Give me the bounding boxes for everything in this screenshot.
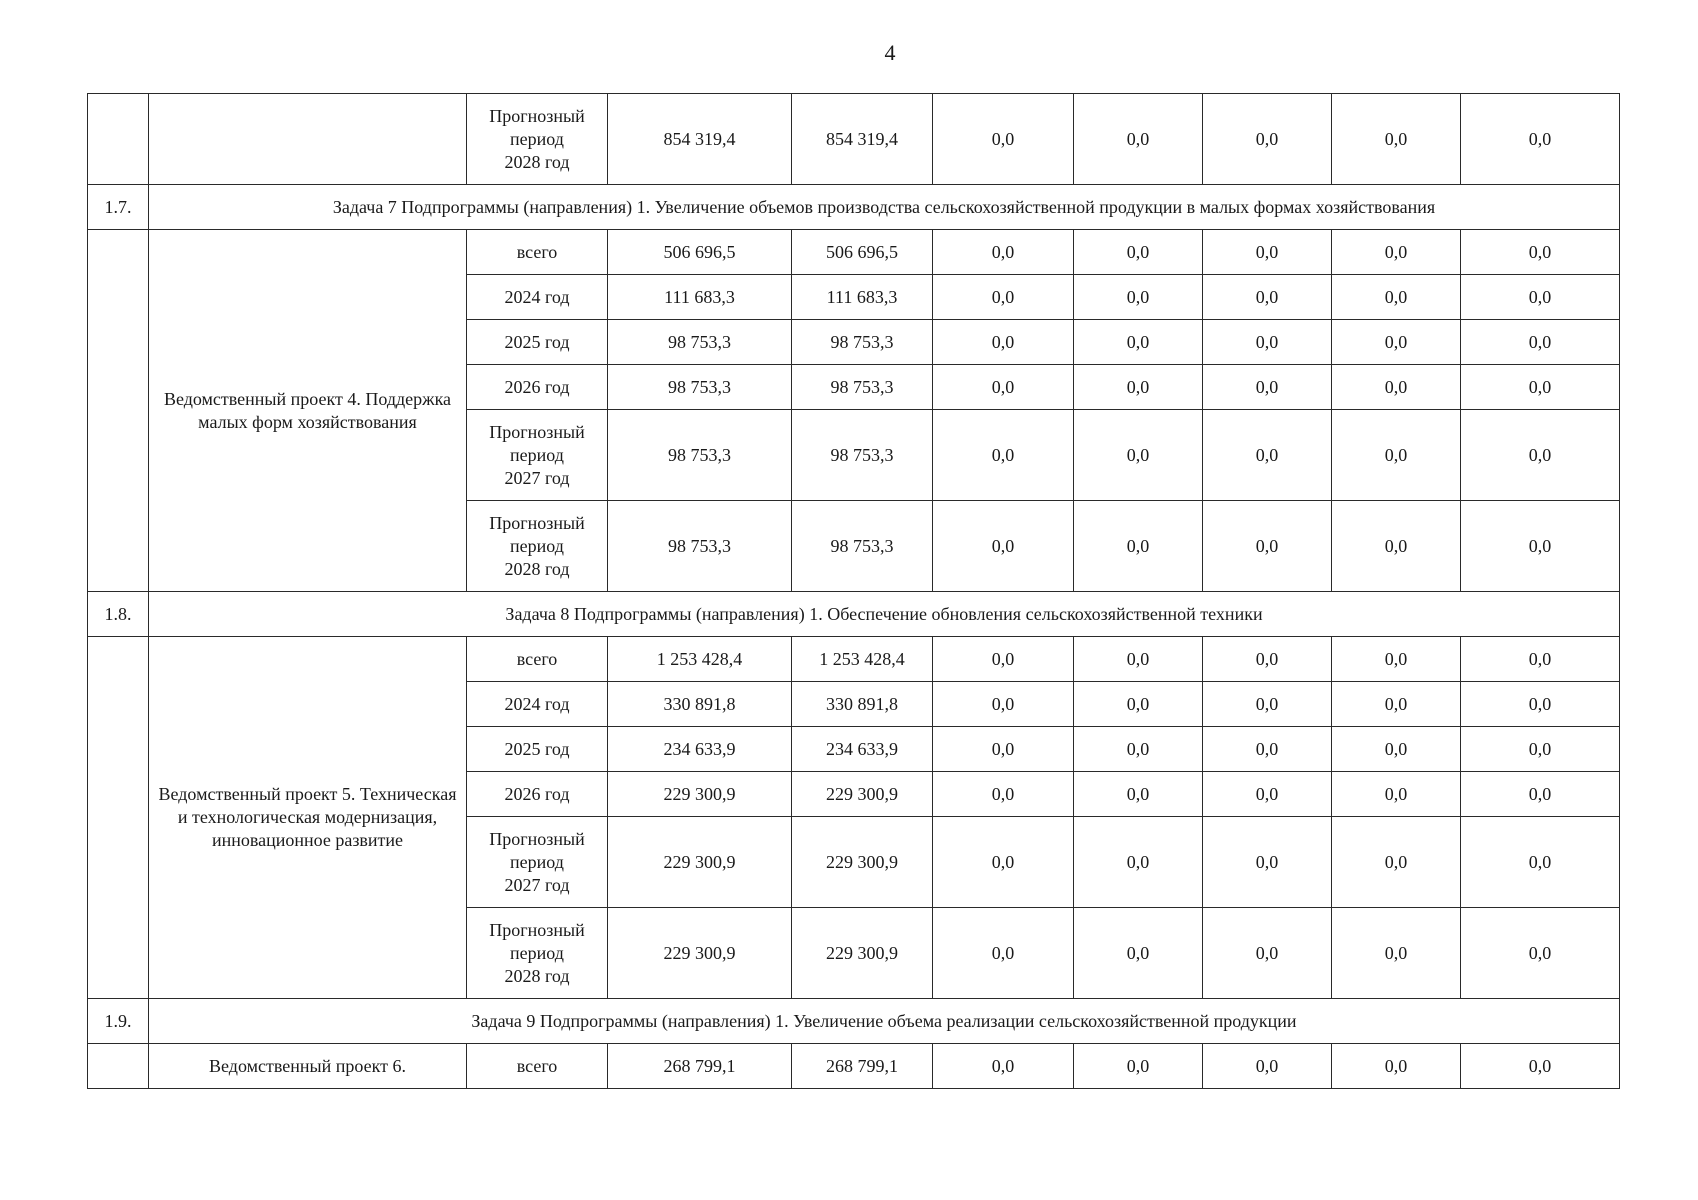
value-cell: 0,0: [1203, 365, 1332, 410]
value-cell: 0,0: [933, 908, 1074, 999]
value-cell: 0,0: [1461, 1044, 1620, 1089]
period-cell: 2025 год: [467, 727, 608, 772]
value-cell: 0,0: [1203, 501, 1332, 592]
value-cell: 98 753,3: [792, 410, 933, 501]
table-body: [88, 94, 1620, 1089]
value-cell: 0,0: [933, 275, 1074, 320]
value-cell: 229 300,9: [792, 908, 933, 999]
value-cell: 0,0: [933, 94, 1074, 185]
period-cell: Прогнозный период 2027 год: [467, 410, 608, 501]
value-cell: 0,0: [933, 727, 1074, 772]
table-row: [88, 637, 1620, 682]
value-cell: 0,0: [1074, 410, 1203, 501]
value-cell: 0,0: [1074, 230, 1203, 275]
value-cell: 0,0: [1461, 275, 1620, 320]
task-number: 1.8.: [88, 592, 149, 637]
value-cell: 0,0: [1203, 1044, 1332, 1089]
period-cell: 2025 год: [467, 320, 608, 365]
table-row: [88, 1044, 1620, 1089]
value-cell: 0,0: [1332, 682, 1461, 727]
task-row: [88, 999, 1620, 1044]
value-cell: 0,0: [1074, 275, 1203, 320]
value-cell: 0,0: [1461, 727, 1620, 772]
value-cell: 0,0: [1074, 320, 1203, 365]
value-cell: 0,0: [1074, 1044, 1203, 1089]
budget-table: [87, 93, 1620, 1089]
value-cell: 0,0: [1461, 772, 1620, 817]
value-cell: 0,0: [933, 365, 1074, 410]
value-cell: 0,0: [933, 772, 1074, 817]
value-cell: 1 253 428,4: [608, 637, 792, 682]
value-cell: 0,0: [1332, 772, 1461, 817]
value-cell: 98 753,3: [792, 365, 933, 410]
value-cell: 0,0: [933, 410, 1074, 501]
value-cell: 98 753,3: [608, 365, 792, 410]
period-cell: Прогнозный период 2028 год: [467, 94, 608, 185]
value-cell: 0,0: [1074, 501, 1203, 592]
value-cell: 330 891,8: [792, 682, 933, 727]
period-cell: 2026 год: [467, 772, 608, 817]
value-cell: 854 319,4: [792, 94, 933, 185]
table-row: [88, 230, 1620, 275]
value-cell: 506 696,5: [792, 230, 933, 275]
value-cell: 506 696,5: [608, 230, 792, 275]
value-cell: 0,0: [1203, 817, 1332, 908]
task-row: [88, 592, 1620, 637]
value-cell: 0,0: [1203, 772, 1332, 817]
task-number: 1.9.: [88, 999, 149, 1044]
period-cell: Прогнозный период 2027 год: [467, 817, 608, 908]
value-cell: 0,0: [1332, 320, 1461, 365]
period-cell: 2024 год: [467, 682, 608, 727]
value-cell: 0,0: [1203, 637, 1332, 682]
value-cell: 0,0: [933, 682, 1074, 727]
period-cell: Прогнозный период 2028 год: [467, 908, 608, 999]
project-name: [149, 94, 467, 185]
value-cell: 0,0: [1074, 908, 1203, 999]
value-cell: 0,0: [1461, 365, 1620, 410]
value-cell: 0,0: [1074, 94, 1203, 185]
value-cell: 0,0: [1074, 637, 1203, 682]
value-cell: 0,0: [933, 1044, 1074, 1089]
row-number: [88, 230, 149, 592]
value-cell: 234 633,9: [608, 727, 792, 772]
value-cell: 0,0: [1332, 1044, 1461, 1089]
value-cell: 0,0: [1461, 637, 1620, 682]
value-cell: 0,0: [1461, 501, 1620, 592]
value-cell: 0,0: [1074, 772, 1203, 817]
value-cell: 0,0: [1332, 637, 1461, 682]
value-cell: 0,0: [933, 817, 1074, 908]
row-number: [88, 94, 149, 185]
task-number: 1.7.: [88, 185, 149, 230]
value-cell: 0,0: [1203, 275, 1332, 320]
task-title: Задача 9 Подпрограммы (направления) 1. Увеличение объема реализации сельскохозяйственной продукции: [149, 999, 1620, 1044]
value-cell: 0,0: [1074, 682, 1203, 727]
project-name: Ведомственный проект 5. Техническая и технологическая модернизация, инновационное развитие: [149, 637, 467, 999]
period-cell: Прогнозный период 2028 год: [467, 501, 608, 592]
value-cell: 0,0: [1203, 410, 1332, 501]
value-cell: 98 753,3: [792, 320, 933, 365]
value-cell: 0,0: [1332, 94, 1461, 185]
value-cell: 98 753,3: [608, 501, 792, 592]
value-cell: 1 253 428,4: [792, 637, 933, 682]
project-name: Ведомственный проект 6.: [149, 1044, 467, 1089]
period-cell: 2026 год: [467, 365, 608, 410]
value-cell: 98 753,3: [608, 410, 792, 501]
value-cell: 0,0: [1332, 230, 1461, 275]
value-cell: 0,0: [1074, 817, 1203, 908]
page-number: 4: [884, 40, 896, 65]
value-cell: 0,0: [933, 320, 1074, 365]
value-cell: 0,0: [1332, 365, 1461, 410]
period-cell: всего: [467, 637, 608, 682]
value-cell: 0,0: [1203, 908, 1332, 999]
value-cell: 0,0: [1203, 727, 1332, 772]
value-cell: 0,0: [1461, 230, 1620, 275]
task-title: Задача 7 Подпрограммы (направления) 1. Увеличение объемов производства сельскохозяйственной продукции в малых формах хозяйствования: [149, 185, 1620, 230]
value-cell: 0,0: [1332, 908, 1461, 999]
value-cell: 268 799,1: [608, 1044, 792, 1089]
value-cell: 111 683,3: [608, 275, 792, 320]
value-cell: 0,0: [1461, 682, 1620, 727]
value-cell: 854 319,4: [608, 94, 792, 185]
period-cell: 2024 год: [467, 275, 608, 320]
value-cell: 0,0: [933, 501, 1074, 592]
value-cell: 0,0: [1332, 410, 1461, 501]
value-cell: 0,0: [1461, 410, 1620, 501]
value-cell: 0,0: [1203, 320, 1332, 365]
value-cell: 0,0: [933, 230, 1074, 275]
value-cell: 111 683,3: [792, 275, 933, 320]
value-cell: 229 300,9: [792, 817, 933, 908]
value-cell: 229 300,9: [608, 772, 792, 817]
value-cell: 0,0: [1332, 501, 1461, 592]
value-cell: 98 753,3: [608, 320, 792, 365]
value-cell: 234 633,9: [792, 727, 933, 772]
value-cell: 0,0: [1332, 727, 1461, 772]
value-cell: 0,0: [1074, 365, 1203, 410]
value-cell: 229 300,9: [608, 908, 792, 999]
value-cell: 0,0: [1203, 682, 1332, 727]
value-cell: 268 799,1: [792, 1044, 933, 1089]
value-cell: 0,0: [1461, 908, 1620, 999]
period-cell: всего: [467, 230, 608, 275]
period-cell: всего: [467, 1044, 608, 1089]
value-cell: 0,0: [1332, 275, 1461, 320]
value-cell: 0,0: [1461, 817, 1620, 908]
value-cell: 0,0: [1203, 94, 1332, 185]
value-cell: 229 300,9: [608, 817, 792, 908]
row-number: [88, 1044, 149, 1089]
value-cell: 330 891,8: [608, 682, 792, 727]
value-cell: 0,0: [1332, 817, 1461, 908]
value-cell: 0,0: [1461, 320, 1620, 365]
value-cell: 0,0: [1203, 230, 1332, 275]
value-cell: 229 300,9: [792, 772, 933, 817]
task-row: [88, 185, 1620, 230]
row-number: [88, 637, 149, 999]
task-title: Задача 8 Подпрограммы (направления) 1. Обеспечение обновления сельскохозяйственной техники: [149, 592, 1620, 637]
value-cell: 98 753,3: [792, 501, 933, 592]
value-cell: 0,0: [1074, 727, 1203, 772]
value-cell: 0,0: [933, 637, 1074, 682]
project-name: Ведомственный проект 4. Поддержка малых форм хозяйствования: [149, 230, 467, 592]
value-cell: 0,0: [1461, 94, 1620, 185]
table-row: [88, 94, 1620, 185]
